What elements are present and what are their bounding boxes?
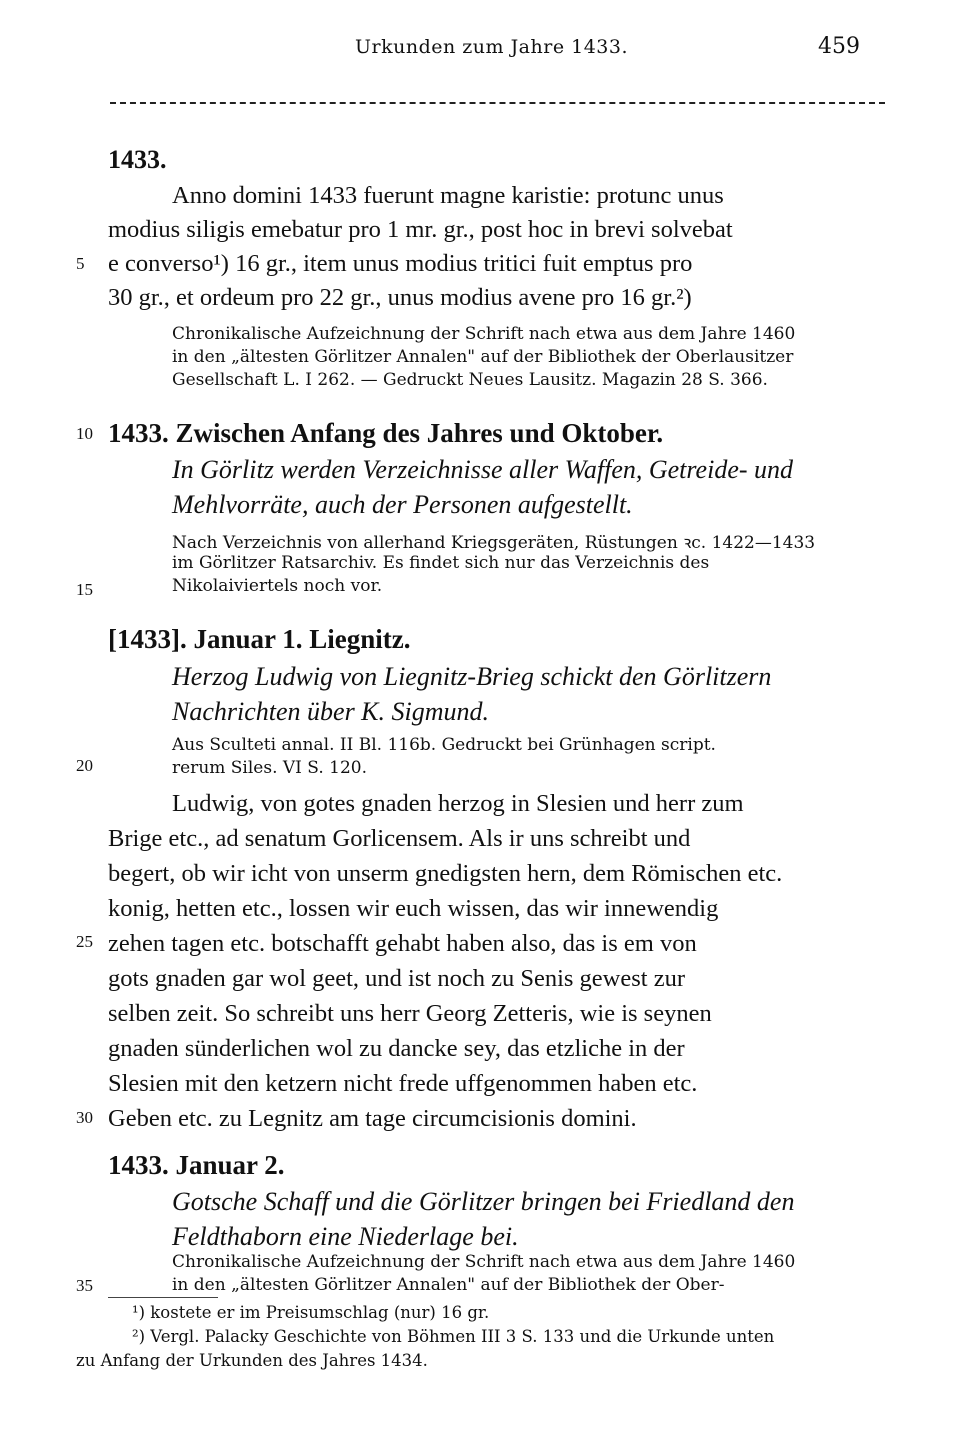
source-note-line: rerum Siles. VI S. 120. [172,758,367,778]
body-line: zehen tagen etc. botschafft gehabt haben also, das is em von [108,930,697,957]
source-note-line: in den „ältesten Görlitzer Annalen" auf der Bibliothek der Ober- [172,1275,725,1295]
line-number: 25 [76,932,93,951]
summary-line: Gotsche Schaff und die Görlitzer bringen bei Friedland den [172,1187,795,1216]
body-line: Brige etc., ad senatum Gorlicensem. Als ir uns schreibt und [108,825,691,852]
source-note-line: Nach Verzeichnis von allerhand Kriegsgeräten, Rüstungen ꝛc. 1422—1433 [172,533,816,553]
footnote: ¹) kostete er im Preisumschlag (nur) 16 gr. [132,1303,490,1322]
line-number: 5 [76,254,85,273]
summary-line: In Görlitz werden Verzeichnisse aller Waffen, Getreide- und [172,455,794,484]
source-note-line: Aus Sculteti annal. II Bl. 116b. Gedruckt bei Grünhagen script. [172,735,716,755]
summary-line: Mehlvorräte, auch der Personen aufgestellt. [172,490,633,519]
source-note-line: im Görlitzer Ratsarchiv. Es findet sich nur das Verzeichnis des [172,553,710,573]
header-rule [110,102,885,104]
body-line: Slesien mit den ketzern nicht frede uffgenommen haben etc. [108,1070,698,1097]
line-number: 20 [76,756,93,775]
body-line: begert, ob wir icht von unserm gnedigsten hern, dem Römischen etc. [108,860,783,887]
source-note-line: Chronikalische Aufzeichnung der Schrift nach etwa aus dem Jahre 1460 [172,1252,796,1272]
line-number: 30 [76,1108,93,1127]
running-title: Urkunden zum Jahre 1433. [355,36,629,58]
line-number: 10 [76,424,93,443]
source-note-line: Nikolaiviertels noch vor. [172,576,383,596]
entry-heading: 1433. Zwischen Anfang des Jahres und Oktober. [108,418,664,448]
page-number: 459 [818,34,860,59]
source-note-line: Gesellschaft L. I 262. — Gedruckt Neues Lausitz. Magazin 28 S. 366. [172,370,768,390]
summary-line: Nachrichten über K. Sigmund. [172,697,490,726]
footnote: ²) Vergl. Palacky Geschichte von Böhmen III 3 S. 133 und die Urkunde unten [132,1327,775,1346]
body-line: Anno domini 1433 fuerunt magne karistie: protunc unus [172,182,724,209]
entry-date: 1433. [108,145,167,174]
body-line: Ludwig, von gotes gnaden herzog in Slesien und herr zum [172,790,744,817]
line-number: 35 [76,1276,93,1295]
body-line: e converso¹) 16 gr., item unus modius tritici fuit emptus pro [108,250,693,277]
body-line: selben zeit. So schreibt uns herr Georg Zetteris, wie is seynen [108,1000,712,1027]
summary-line: Herzog Ludwig von Liegnitz-Brieg schickt den Görlitzern [172,662,772,691]
source-note-line: in den „ältesten Görlitzer Annalen" auf der Bibliothek der Oberlausitzer [172,347,794,367]
body-line: gots gnaden gar wol geet, und ist noch zu Senis gewest zur [108,965,685,992]
line-number: 15 [76,580,93,599]
entry-heading: [1433]. Januar 1. Liegnitz. [108,624,411,654]
body-line: 30 gr., et ordeum pro 22 gr., unus modius avene pro 16 gr.²) [108,284,692,311]
footnote-rule [108,1297,218,1298]
summary-line: Feldthaborn eine Niederlage bei. [172,1222,519,1251]
body-line: gnaden sünderlichen wol zu dancke sey, das etzliche in der [108,1035,685,1062]
source-note-line: Chronikalische Aufzeichnung der Schrift nach etwa aus dem Jahre 1460 [172,324,796,344]
body-line: Geben etc. zu Legnitz am tage circumcisionis domini. [108,1105,637,1132]
entry-heading: 1433. Januar 2. [108,1150,285,1180]
body-line: konig, hetten etc., lossen wir euch wissen, das wir innewendig [108,895,719,922]
footnote: zu Anfang der Urkunden des Jahres 1434. [76,1351,428,1370]
body-line: modius siligis emebatur pro 1 mr. gr., post hoc in brevi solvebat [108,216,733,243]
